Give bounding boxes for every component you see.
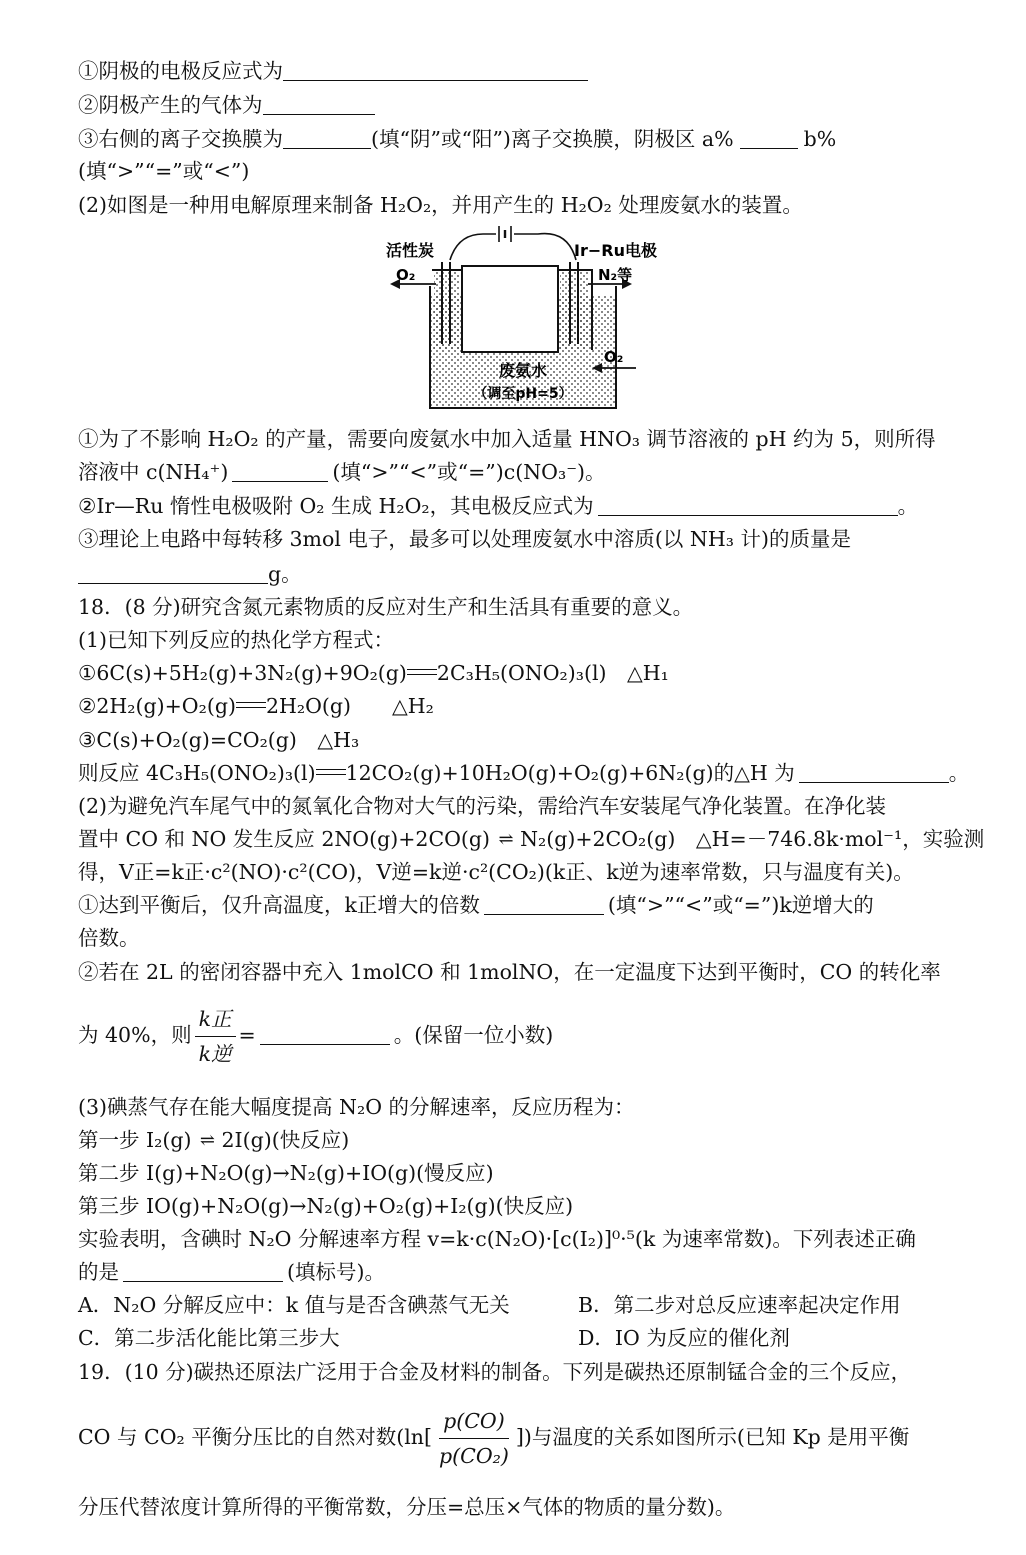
- reversible-arrow-icon: ⇌: [498, 829, 512, 850]
- equals-sign-icon: [407, 668, 437, 678]
- pressure-ratio-fraction: [435, 1404, 513, 1473]
- fraction-denominator: k逆: [198, 1042, 232, 1066]
- question-line: ①为了不影响 H₂O₂ 的产量，需要向废氨水中加入适量 HNO₃ 调节溶液的 pH 约为 5，则所得: [78, 427, 936, 451]
- answer-blank[interactable]: [78, 563, 268, 584]
- electrolysis-diagram: [378, 226, 668, 414]
- solution-note: （调至pH=5）: [473, 386, 573, 402]
- answer-blank[interactable]: [799, 762, 949, 783]
- question-line: [78, 457, 606, 487]
- option-d[interactable]: D．IO 为反应的催化剂: [578, 1326, 790, 1350]
- text: 为 40%，则: [78, 1023, 192, 1047]
- inlet-gas-label: O₂: [604, 348, 624, 366]
- option-c[interactable]: C．第二步活化能比第三步大: [78, 1326, 340, 1350]
- question-line: [78, 890, 874, 920]
- question-line: [78, 1257, 385, 1287]
- question-line: [78, 124, 836, 154]
- right-electrode-label: Ir−Ru电极: [574, 241, 657, 260]
- answer-blank[interactable]: [283, 60, 588, 81]
- text: 12CO₂(g)+10H₂O(g)+O₂(g)+6N₂(g)的△H 为: [345, 761, 795, 785]
- question-line: (1)已知下列反应的热化学方程式：: [78, 628, 395, 652]
- answer-blank[interactable]: [260, 1024, 390, 1045]
- wire-icon: [450, 234, 576, 260]
- text: (填“阴”或“阳”)离子交换膜，阴极区 a%: [371, 127, 734, 151]
- rate-constant-fraction: [195, 1002, 236, 1071]
- question-line: (2)如图是一种用电解原理来制备 H₂O₂，并用产生的 H₂O₂ 处理废氨水的装置。: [78, 193, 803, 217]
- question-title: 18．(8 分)研究含氮元素物质的反应对生产和生活具有重要的意义。: [78, 595, 694, 619]
- answer-blank[interactable]: [263, 94, 375, 115]
- text: ①6C(s)+5H₂(g)+3N₂(g)+9O₂(g): [78, 661, 407, 685]
- fraction-numerator: p(CO): [439, 1404, 509, 1439]
- text: 的是: [78, 1260, 119, 1284]
- mechanism-step: [78, 1125, 349, 1156]
- question-line: (填“>”“=”或“<”): [78, 159, 250, 183]
- question-line: [78, 56, 588, 86]
- left-electrode-label: 活性炭: [386, 241, 435, 260]
- question-line: (2)为避免汽车尾气中的氮氧化合物对大气的污染，需给汽车安装尾气净化装置。在净化装: [78, 794, 887, 818]
- equals-sign-icon: [236, 701, 266, 711]
- text: 2H₂O(g) △H₂: [265, 694, 434, 718]
- mechanism-step: 第三步 IO(g)+N₂O(g)→N₂(g)+O₂(g)+I₂(g)(快反应): [78, 1194, 574, 1218]
- inner-chamber: [462, 266, 558, 352]
- right-gas-label: N₂等: [598, 266, 633, 284]
- text: 2I(g)(快反应): [221, 1128, 350, 1152]
- mechanism-step: 第二步 I(g)+N₂O(g)→N₂(g)+IO(g)(慢反应): [78, 1161, 494, 1185]
- text: (填“>”“<”或“=”)c(NO₃⁻)。: [332, 460, 606, 484]
- text: g。: [268, 562, 302, 586]
- text: ①达到平衡后，仅升高温度，k正增大的倍数: [78, 893, 480, 917]
- option-b[interactable]: B．第二步对总反应速率起决定作用: [578, 1293, 901, 1317]
- text: ②阴极产生的气体为: [78, 93, 263, 117]
- equation-line: [78, 691, 434, 721]
- fraction-denominator: p(CO₂): [439, 1444, 509, 1468]
- answer-blank[interactable]: [598, 495, 898, 516]
- left-gas-label: O₂: [396, 266, 416, 284]
- question-line: [78, 758, 969, 788]
- text: ②2H₂(g)+O₂(g): [78, 694, 236, 718]
- text: N₂(g)+2CO₂(g) △H=－746.8k·mol⁻¹，实验测: [520, 827, 985, 851]
- text: b%: [803, 127, 837, 151]
- question-line: 实验表明，含碘时 N₂O 分解速率方程 v=k·c(N₂O)·[c(I₂)]⁰·⁵(k 为速率常数)。下列表述正确: [78, 1227, 916, 1251]
- answer-blank[interactable]: [123, 1261, 283, 1282]
- answer-blank[interactable]: [740, 128, 798, 149]
- question-line: [78, 824, 984, 855]
- question-line: [78, 491, 918, 521]
- text: ①阴极的电极反应式为: [78, 59, 283, 83]
- fraction-numerator: k正: [195, 1002, 236, 1037]
- text: =: [238, 1023, 256, 1047]
- question-line: [78, 559, 302, 589]
- reversible-arrow-icon: ⇌: [199, 1130, 213, 1151]
- answer-blank[interactable]: [283, 128, 371, 149]
- text: 。: [897, 494, 919, 518]
- equals-sign-icon: [316, 768, 346, 778]
- question-line: 倍数。: [78, 926, 140, 950]
- question-line: ③理论上电路中每转移 3mol 电子，最多可以处理废氨水中溶质(以 NH₃ 计)的质量是: [78, 527, 851, 551]
- question-line: [78, 1400, 909, 1474]
- text: 置中 CO 和 NO 发生反应 2NO(g)+2CO(g): [78, 827, 491, 851]
- question-line: [78, 90, 375, 120]
- question-title: 19．(10 分)碳热还原法广泛用于合金及材料的制备。下列是碳热还原制锰合金的三个反应，: [78, 1360, 912, 1384]
- question-line: ②若在 2L 的密闭容器中充入 1molCO 和 1molNO，在一定温度下达到平衡时，CO 的转化率: [78, 960, 941, 984]
- text: 。: [948, 761, 970, 785]
- question-line: 得，V正=k正·c²(NO)·c²(CO)，V逆=k逆·c²(CO₂)(k正、k逆为速率常数，只与温度有关)。: [78, 860, 914, 884]
- question-line: (3)碘蒸气存在能大幅度提高 N₂O 的分解速率，反应历程为：: [78, 1095, 635, 1119]
- text: 溶液中 c(NH₄⁺): [78, 460, 229, 484]
- text: ②Ir—Ru 惰性电极吸附 O₂ 生成 H₂O₂，其电极反应式为: [78, 494, 594, 518]
- text: (填标号)。: [287, 1260, 385, 1284]
- text: ])与温度的关系如图所示(已知 Kp 是用平衡: [515, 1425, 910, 1449]
- option-a[interactable]: A．N₂O 分解反应中：k 值与是否含碘蒸气无关: [78, 1293, 510, 1317]
- text: (填“>”“<”或“=”)k逆增大的: [607, 893, 874, 917]
- answer-blank[interactable]: [484, 894, 604, 915]
- question-line: [78, 1000, 553, 1071]
- text: CO 与 CO₂ 平衡分压比的自然对数(ln[: [78, 1425, 433, 1449]
- text: 2C₃H₅(ONO₂)₃(l) △H₁: [436, 661, 669, 685]
- answer-blank[interactable]: [232, 461, 328, 482]
- text: 。(保留一位小数): [393, 1023, 554, 1047]
- text: 则反应 4C₃H₅(ONO₂)₃(l): [78, 761, 316, 785]
- text: ③右侧的离子交换膜为: [78, 127, 283, 151]
- equation-line: [78, 658, 669, 688]
- solution-label: 废氨水: [498, 361, 548, 380]
- question-line: 分压代替浓度计算所得的平衡常数，分压=总压×气体的物质的量分数)。: [78, 1495, 736, 1519]
- equation-line: ③C(s)+O₂(g)=CO₂(g) △H₃: [78, 728, 360, 752]
- text: 第一步 I₂(g): [78, 1128, 192, 1152]
